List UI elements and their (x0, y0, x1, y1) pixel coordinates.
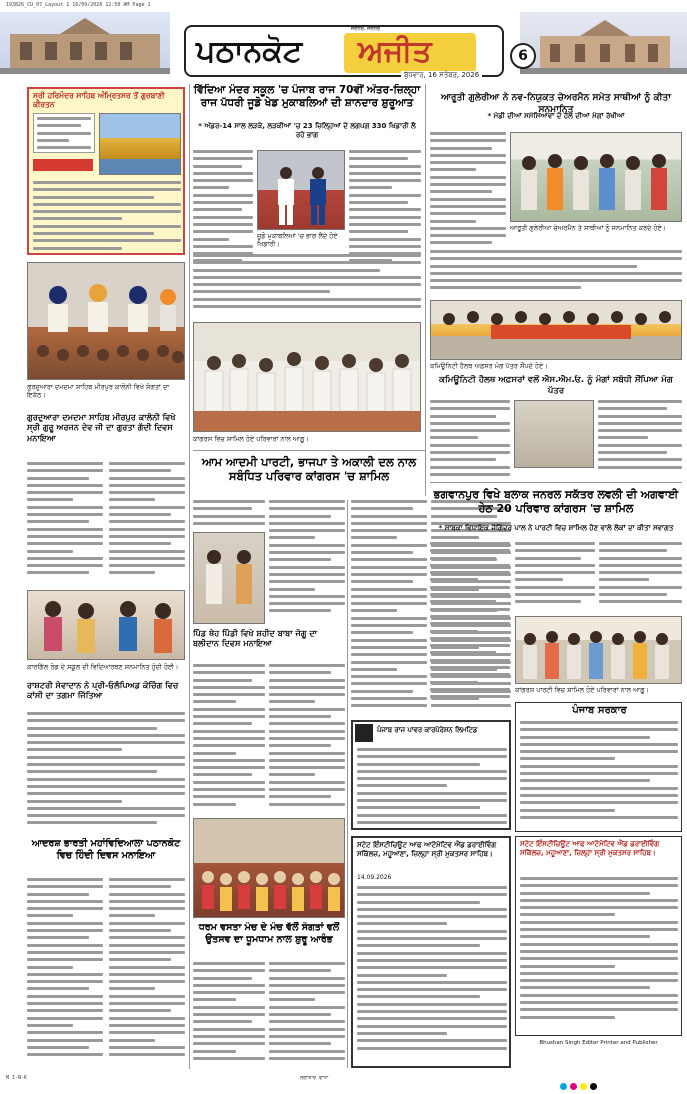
top-right-headline: ਆਰੂਤੀ ਗੁਲੇਰੀਆ ਨੇ ਨਵ-ਨਿਯੁਕਤ ਚੇਅਰਮੈਨ ਸਮੇਤ ਸਾਥੀਆਂ ਨੂੰ ਕੀਤਾ ਸਨਮਾਨਿਤ (440, 92, 672, 115)
dharam-body-col2 (269, 962, 345, 1068)
bhagwanpur-photo (515, 616, 682, 684)
bhagwanpur-headline: ਭਗਵਾਨਪੁਰ ਵਿਖੇ ਬਲਾਕ ਜਨਰਲ ਸਕੱਤਰ ਲਵਲੀ ਦੀ ਅਗਵਾਈ ਹੇਠ 20 ਪਰਿਵਾਰ ਕਾਂਗਰਸ 'ਚ ਸ਼ਾਮਿਲ (433, 488, 679, 515)
olympiad-caption: ਕਾਰਗਿੱਲ ਰੋਡ ਦੇ ਸਕੂਲ ਦੀ ਵਿਦਿਆਰਥਣ ਸਨਮਾਨਿਤ ਹੁੰਦੀ ਹੋਈ। (27, 663, 179, 671)
aap-body-col3 (351, 500, 427, 715)
row-rule-2 (430, 482, 682, 483)
vidya-mandir-subhead: * ਅੰਡਰ-14 ਸਾਲ ਲੜਕੇ, ਲੜਕੀਆਂ 'ਚ 23 ਜ਼ਿਲ੍ਹਿਆਂ ਦੇ ਲਗਪਗ 330 ਖਿਡਾਰੀ ਲੈ ਰਹੇ ਭਾਗ (198, 122, 416, 140)
bottom-slug-center: ਲਗਾਤਾਰ ਵਾਧਾ (300, 1075, 329, 1081)
yellow-dot-icon (580, 1083, 587, 1090)
gurdwara-body-col1 (27, 462, 103, 582)
tender-ad-heading: ਸਟੇਟ ਇੰਸਟੀਚਿਊਟ ਆਫ ਆਟੋਮੋਟਿਵ ਐਂਡ ਡਰਾਈਵਿੰਗ ਸਕਿੱਲਜ਼, ਮਹੂਆਣਾ, ਜ਼ਿਲ੍ਹਾ ਸ੍ਰੀ ਮੁਕਤਸਰ ਸਾਹਿਬ। (357, 841, 497, 858)
honor-photo (510, 132, 682, 222)
gurdwara-photo (27, 262, 185, 380)
dharam-photo (193, 818, 345, 918)
bhagwanpur-figures (516, 617, 682, 684)
olympiad-figures (28, 591, 185, 660)
dharam-body-col1 (193, 962, 265, 1068)
health-photo-caption: ਕਮਿਊਨਿਟੀ ਹੈਲਥ ਅਫ਼ਸਰ ਮੰਗ ਪੱਤਰ ਸੌਂਪਦੇ ਹੋਏ। (430, 362, 548, 370)
gurdwara-figures (28, 263, 185, 380)
olympiad-body (27, 712, 185, 832)
pind-theh-body-col2 (269, 664, 345, 814)
masthead-photo-left (0, 12, 170, 74)
gurbani-ad-heading: ਸ੍ਰੀ ਹਰਿਮੰਦਰ ਸਾਹਿਬ ਅੰਮ੍ਰਿਤਸਰ ਤੋਂ ਗੁਰਬਾਣੀ ਕੀਰਤਨ (33, 91, 165, 109)
golden-temple-photo (99, 113, 181, 175)
cyan-dot-icon (560, 1083, 567, 1090)
dharam-figures (194, 819, 345, 918)
aap-photo-caption: ਕਾਂਗਰਸ ਵਿਚ ਸ਼ਾਮਿਲ ਹੋਏ ਪਰਿਵਾਰਾਂ ਨਾਲ ਆਗੂ। (193, 435, 309, 443)
gurdwara-caption: ਗੁਰਦੁਆਰਾ ਦਮਦਮਾ ਸਾਹਿਬ ਮੀਰਪੁਰ ਕਾਲੋਨੀ ਵਿਖੇ ਸੰਗਤਾਂ ਦਾ ਇਕੱਠ। (27, 383, 170, 400)
masthead-title-city: ਪਠਾਨਕੋਟ (196, 34, 303, 69)
community-health-headline: ਕਮਿਊਨਿਟੀ ਹੈਲਥ ਅਫ਼ਸਰਾਂ ਵਲੋਂ ਐਸ.ਐਮ.ਓ. ਨੂੰ ਮੰਗਾਂ ਸਬੰਧੀ ਸੌਂਪਿਆ ਮੰਗ ਪੱਤਰ (439, 375, 673, 396)
bhagwanpur-subhead: * ਸਾਬਕਾ ਵਿਧਾਇਕ ਜੋਗਿੰਦਰ ਪਾਲ ਨੇ ਪਾਰਟੀ ਵਿਚ ਸ਼ਾਮਿਲ ਹੋਣ ਵਾਲੇ ਲੋਕਾਂ ਦਾ ਕੀਤਾ ਸਵਾਗਤ (438, 524, 674, 532)
black-dot-icon (590, 1083, 597, 1090)
aap-body-col2 (269, 500, 345, 620)
pind-theh-headline: ਪਿੰਡ ਥੇਹ ਪਿੰਡੀ ਵਿਖੇ ਸ਼ਹੀਦ ਬਾਬਾ ਜੋਗੂ ਦਾ ਬਲੀਦਾਨ ਦਿਵਸ ਮਨਾਇਆ (193, 628, 318, 649)
tender-ad-left (351, 836, 511, 1068)
masthead-date: ਬੁੱਧਵਾਰ, 16 ਸਤੰਬਰ, 2026 (401, 71, 482, 80)
bhagwanpur-caption: ਕਾਂਗਰਸ ਪਾਰਟੀ ਵਿਚ ਸ਼ਾਮਿਲ ਹੋਏ ਪਰਿਵਾਰਾਂ ਨਾਲ ਆਗੂ। (515, 686, 650, 694)
health-side-photo (514, 400, 594, 468)
ad-badge (33, 159, 93, 171)
vidya-mandir-headline: ਵਿੱਦਿਆ ਮੰਦਰ ਸਕੂਲ 'ਚ ਪੰਜਾਬ ਰਾਜ 70ਵੀਂ ਅੰਤਰ-ਜ਼ਿਲ੍ਹਾ ਰਾਜ ਪੱਧਰੀ ਜੂਡੋ ਖੇਡ ਮੁਕਾਬਲਿਆਂ ਦੀ ਸ਼ਾਨਦਾਰ ਸ਼ੁਰੂਆਤ (193, 84, 421, 110)
ad-text-block (33, 113, 95, 153)
column-rule-2 (347, 500, 348, 1068)
pspcl-logo-icon (355, 724, 373, 742)
masthead-title-paper: ਅਜੀਤ (358, 34, 432, 69)
gurdwara-body-col2 (109, 462, 185, 582)
bhagwanpur-body-col1 (515, 542, 595, 614)
aap-bjp-headline: ਆਮ ਆਦਮੀ ਪਾਰਟੀ, ਭਾਜਪਾ ਤੇ ਅਕਾਲੀ ਦਲ ਨਾਲ ਸਬੰਧਿਤ ਪਰਿਵਾਰ ਕਾਂਗਰਸ 'ਚ ਸ਼ਾਮਿਲ (201, 455, 417, 484)
building-illustration-left (0, 12, 170, 74)
masthead-edition: ਜਲੰਧਰ, ਜਲੰਧਰ (351, 26, 380, 32)
bottom-slug-left: M I-N-K (6, 1075, 28, 1081)
gurbani-kirtan-ad (27, 87, 185, 255)
tender-ad-date: 14.09.2026 (357, 874, 392, 881)
column-rule-1 (189, 84, 190, 1069)
bottom-strip (0, 1073, 687, 1085)
pind-theh-body-col1 (193, 664, 265, 814)
meeting-figures (194, 323, 421, 432)
building-illustration-right (520, 12, 687, 74)
health-officers-figures (431, 301, 682, 360)
olympiad-headline: ਰਾਸ਼ਟਰੀ ਸੇਵਾਦਾਨ ਨੇ ਪ੍ਰੀ-ਓਲੰਪਿਅਡ ਕੋਚਿੰਗ ਵਿਚ ਕਾਂਸੀ ਦਾ ਤਗਮਾ ਜਿੱਤਿਆ (27, 680, 179, 701)
pspcl-ad (351, 720, 511, 830)
health-officers-photo (430, 300, 682, 360)
bhagwanpur-body-col2 (599, 542, 682, 614)
honor-figures (511, 133, 682, 222)
aap-meeting-photo (193, 322, 421, 432)
tender-right-heading: ਸਟੇਟ ਇੰਸਟੀਚਿਊਟ ਆਫ ਆਟੋਮੋਟਿਵ ਐਂਡ ਡਰਾਈਵਿੰਗ ਸਕਿੱਲਜ਼, ਮਹੂਆਣਾ, ਜ਼ਿਲ੍ਹਾ ਸ੍ਰੀ ਮੁਕਤਸਰ ਸਾਹਿਬ। (520, 840, 660, 857)
aap-side-photo (193, 532, 265, 624)
magenta-dot-icon (570, 1083, 577, 1090)
masthead (184, 25, 504, 77)
honor-caption: ਆਰੂਤੀ ਗੁਲੇਰੀਆ ਚੇਅਰਮੈਨ ਤੇ ਸਾਥੀਆਂ ਨੂੰ ਸਨਮਾਨਿਤ ਕਰਦੇ ਹੋਏ। (510, 224, 667, 232)
top-right-body-bottom (430, 250, 682, 296)
health-body-col3 (598, 400, 682, 480)
print-slug-top: 193826_CU_07_Layout 1 16/09/2026 12:50 AM Page 1 (6, 2, 151, 8)
publisher-footer: Bhushan Singh Editor Printer and Publisher (539, 1040, 658, 1046)
judo-caption: ਜੂਡੋ ਮੁਕਾਬਲਿਆਂ 'ਚ ਭਾਗ ਲੈਂਦੇ ਹੋਏ ਖਿਡਾਰੀ। (257, 232, 338, 248)
top-right-body (430, 132, 506, 258)
punjab-sarkar-title: ਪੰਜਾਬ ਸਰਕਾਰ (572, 705, 627, 716)
judo-photo (257, 150, 345, 230)
side-figures (194, 533, 265, 624)
health-body-col1 (430, 400, 510, 480)
page-number: 6 (510, 43, 536, 69)
hindi-diwas-body-col2 (109, 878, 185, 1068)
hindi-diwas-headline: ਆਦਰਸ਼ ਭਾਰਤੀ ਮਹਾਂਵਿਦਿਆਲਾ ਪਠਾਨਕੋਟ ਵਿਚ ਹਿੰਦੀ ਦਿਵਸ ਮਨਾਇਆ (31, 838, 181, 861)
gurdwara-headline: ਗੁਰਦੁਆਰਾ ਦਮਦਮਾ ਸਾਹਿਬ ਮੀਰਪੁਰ ਕਾਲੋਨੀ ਵਿਖੇ ਸ੍ਰੀ ਗੁਰੂ ਅਰਜਨ ਦੇਵ ਜੀ ਦਾ ਗੁਰਤਾ ਗੱਦੀ ਦਿਵਸ ਮਨਾਇਆ (27, 412, 176, 443)
pspcl-name: ਪੰਜਾਬ ਰਾਜ ਪਾਵਰ ਕਾਰਪੋਰੇਸ਼ਨ ਲਿਮਟਿਡ (377, 726, 478, 734)
masthead-photo-right (520, 12, 687, 74)
row-rule-1 (193, 450, 425, 451)
dharam-headline: ਧਰਮ ਵਸਤਾ ਮੰਚ ਦੇ ਮੰਚ ਵੱਲੋਂ ਸੰਗਤਾਂ ਵਲੋਂ ਉਤਸਵ ਦਾ ਧੂਮਧਾਮ ਨਾਲ ਸ਼ੁਰੂ ਆਰੰਭ (198, 922, 340, 945)
punjab-sarkar-ad (515, 702, 682, 832)
tender-ad-right (515, 836, 682, 1036)
olympiad-photo (27, 590, 185, 660)
vidya-body-bottom (193, 254, 421, 316)
bhagwanpur-body-left (430, 542, 510, 712)
column-rule-3 (425, 84, 426, 496)
judo-figures (258, 151, 345, 230)
top-right-subhead: * ਮੰਡੀ ਦੀਆਂ ਸਮੱਸਿਆਵਾਂ ਦੇ ਹੱਲ ਦੀਆਂ ਮੰਗਾਂ ਰੱਖੀਆਂ (487, 112, 625, 120)
aap-body-col1 (193, 500, 265, 530)
hindi-diwas-body-col1 (27, 878, 103, 1068)
